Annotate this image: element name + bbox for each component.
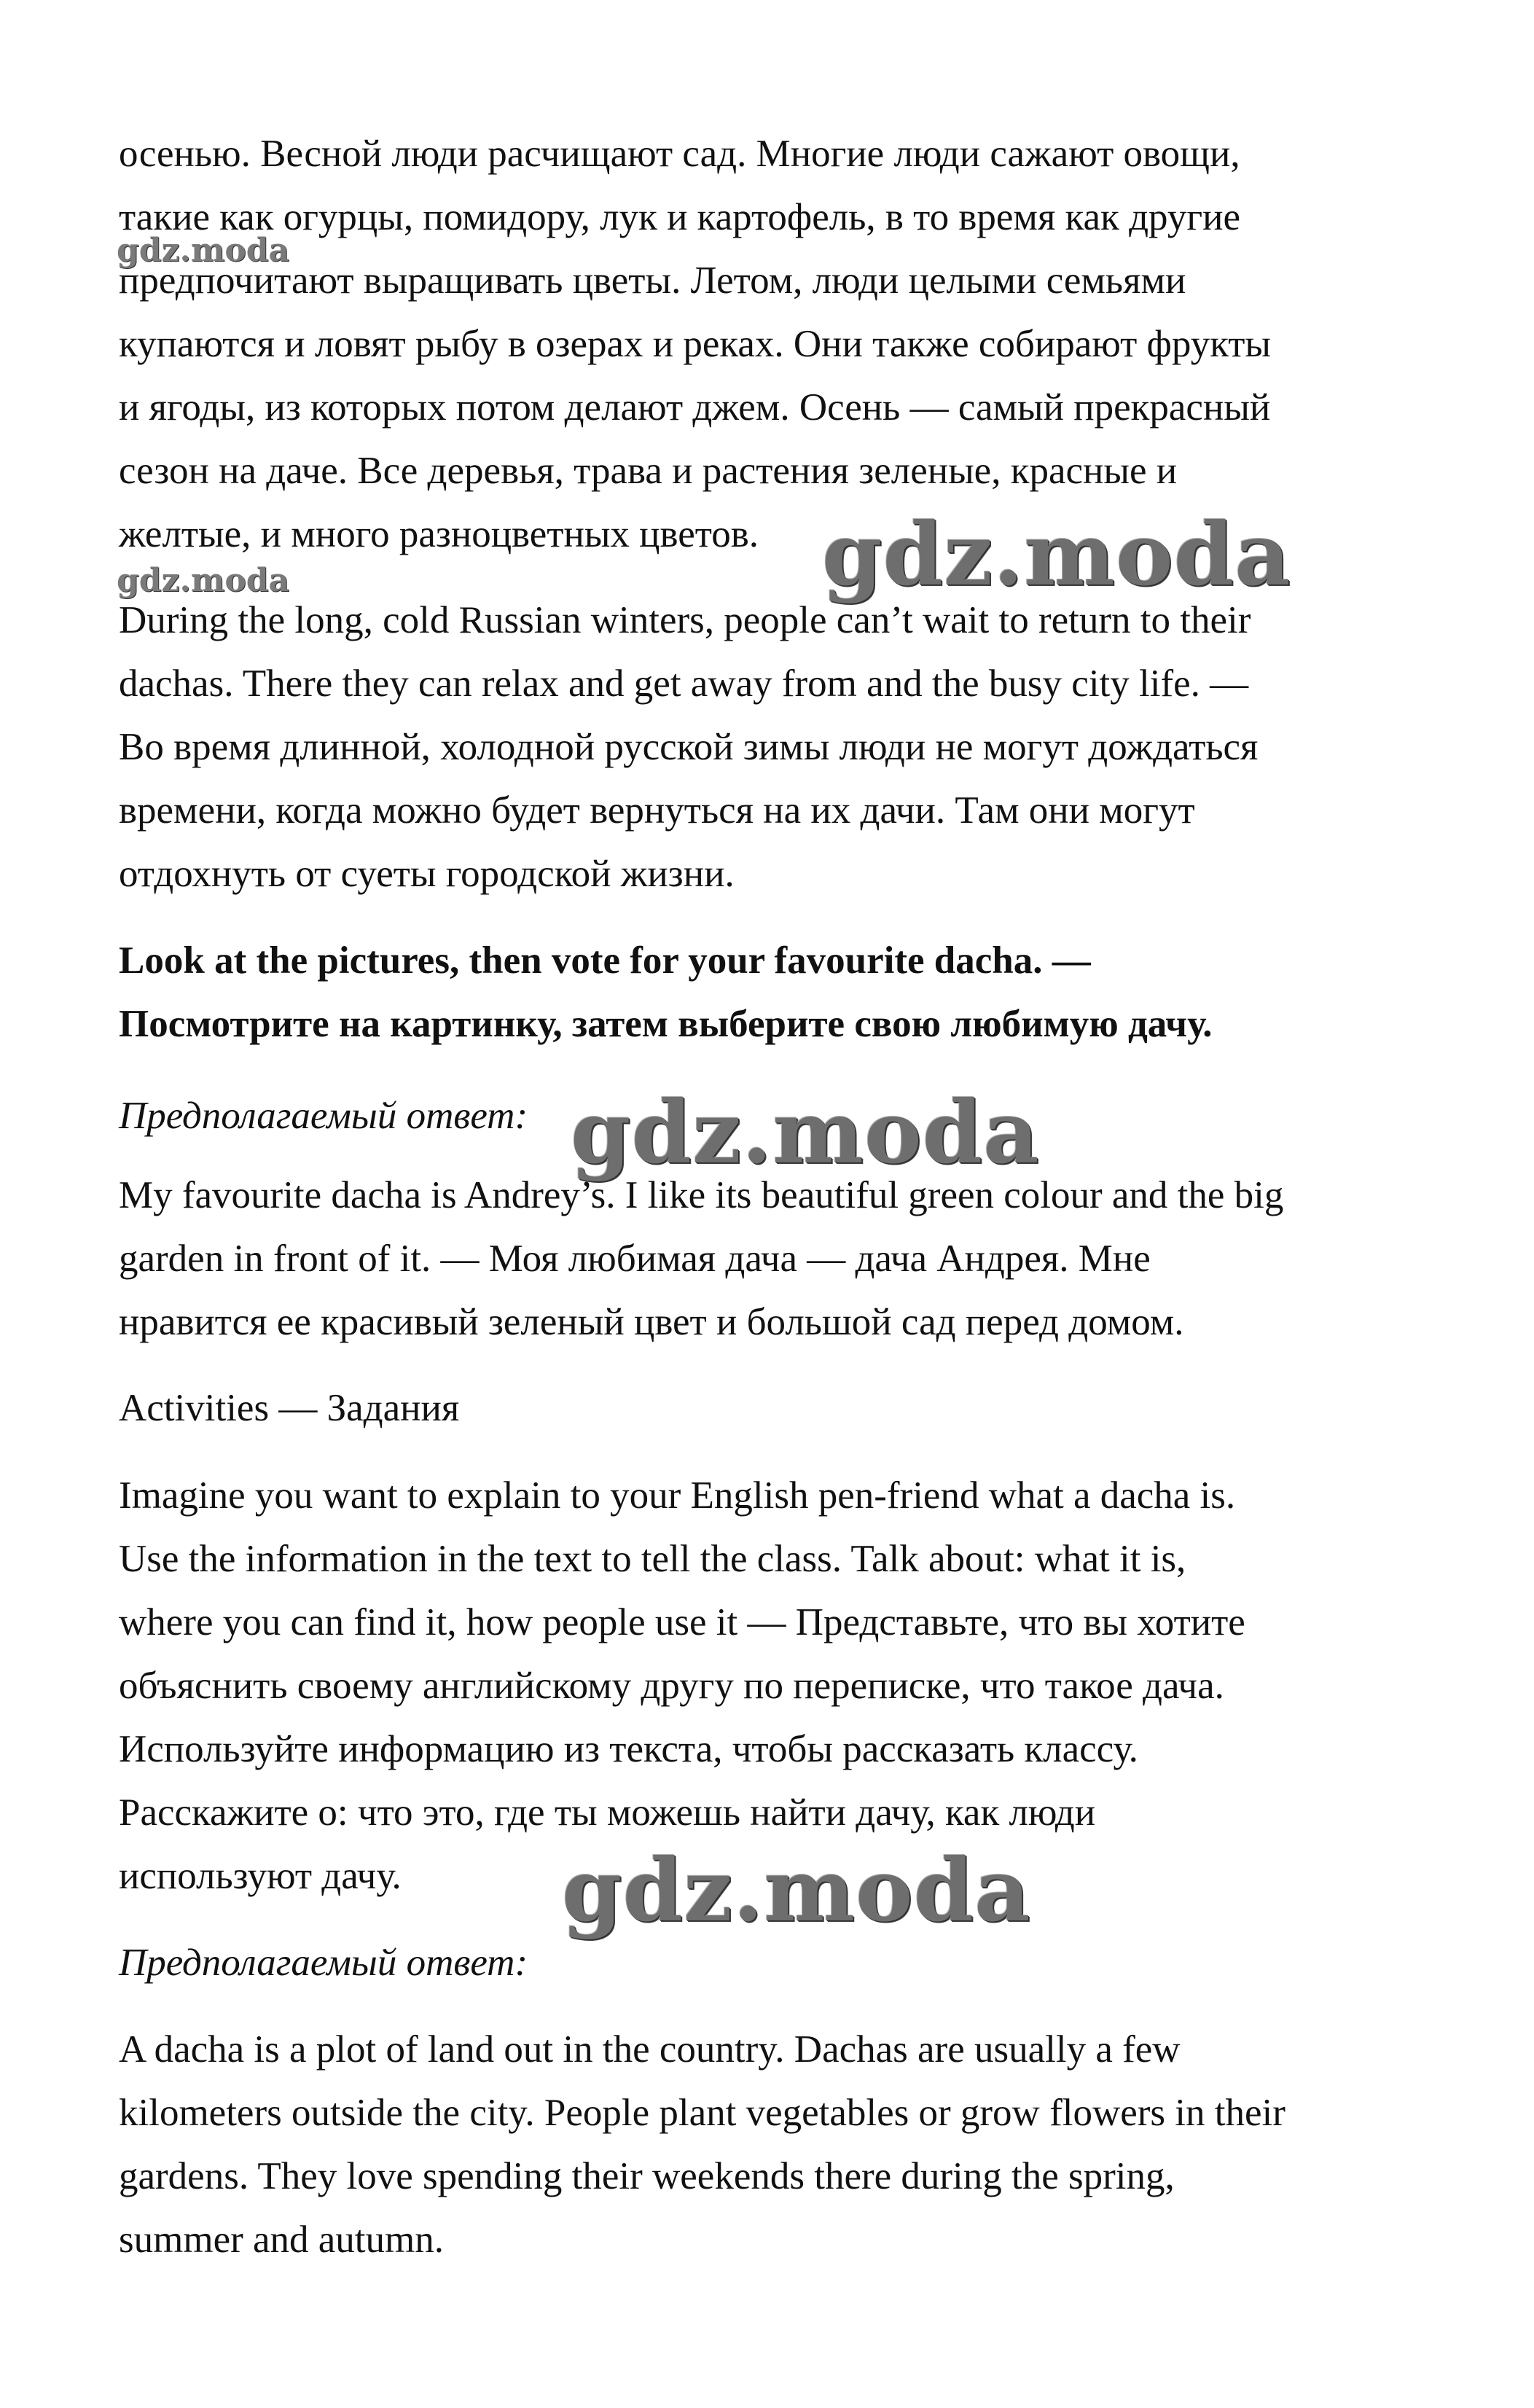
paragraph-dacha-seasons: осенью. Весной люди расчищают сад. Многие люди сажают овощи, такие как огурцы, помидору, лук и картофель, в то время как другие предпочитают выращивать цветы. Летом, люди целыми семьями купаются и ловят рыбу в озерах и реках. Они также собирают фрукты и ягоды, из которых потом делают джем. Осень — самый прекрасный сезон на даче. Все деревья, трава и растения зеленые, красные и желтые, и много разноцветных цветов. [119, 133, 1272, 555]
paragraph-russian-winters: During the long, cold Russian winters, people can’t wait to return to their dachas. There they can relax and get away from and the busy city life. — Во время длинной, холодной русской зимы люди не могут дождаться времени, когда можно будет вернуться на их дачи. Там они могут отдохнуть от суеты городской жизни. [119, 599, 1259, 895]
answer-label-2: Предполагаемый ответ: [119, 1942, 528, 1984]
task-vote-favourite-dacha: Look at the pictures, then vote for your favourite dacha. — Посмотрите на картинку, затем выберите свою любимую дачу. [119, 939, 1213, 1045]
answer-label-1: Предполагаемый ответ: [119, 1095, 528, 1137]
watermark-small-1: gdz.moda [117, 232, 290, 269]
answer-favourite-dacha: My favourite dacha is Andrey’s. I like its beautiful green colour and the big garden in front of it. — Моя любимая дача — дача Андрея. Мне нравится ее красивый зеленый цвет и большой сад перед домом. [119, 1174, 1284, 1343]
watermark-large-2: gdz.moda [571, 1082, 1040, 1183]
activities-heading: Activities — Задания [119, 1387, 460, 1429]
watermark-large-1: gdz.moda [822, 504, 1291, 605]
watermark-small-2: gdz.moda [117, 562, 290, 599]
answer-what-is-dacha: A dacha is a plot of land out in the country. Dachas are usually a few kilometers outside the city. People plant vegetables or grow flowers in their gardens. They love spending their weekends there during the spring, summer and autumn. [119, 2028, 1285, 2261]
task-explain-dacha: Imagine you want to explain to your English pen-friend what a dacha is. Use the information in the text to tell the class. Talk about: what it is, where you can find it, how people use it — Представьте, что вы хотите объяснить своему английскому другу по переписке, что такое дача. Используйте информацию из текста, чтобы рассказать классу. Расскажите о: что это, где ты можешь найти дачу, как люди используют дачу. [119, 1474, 1245, 1897]
watermark-large-3: gdz.moda [562, 1840, 1031, 1941]
